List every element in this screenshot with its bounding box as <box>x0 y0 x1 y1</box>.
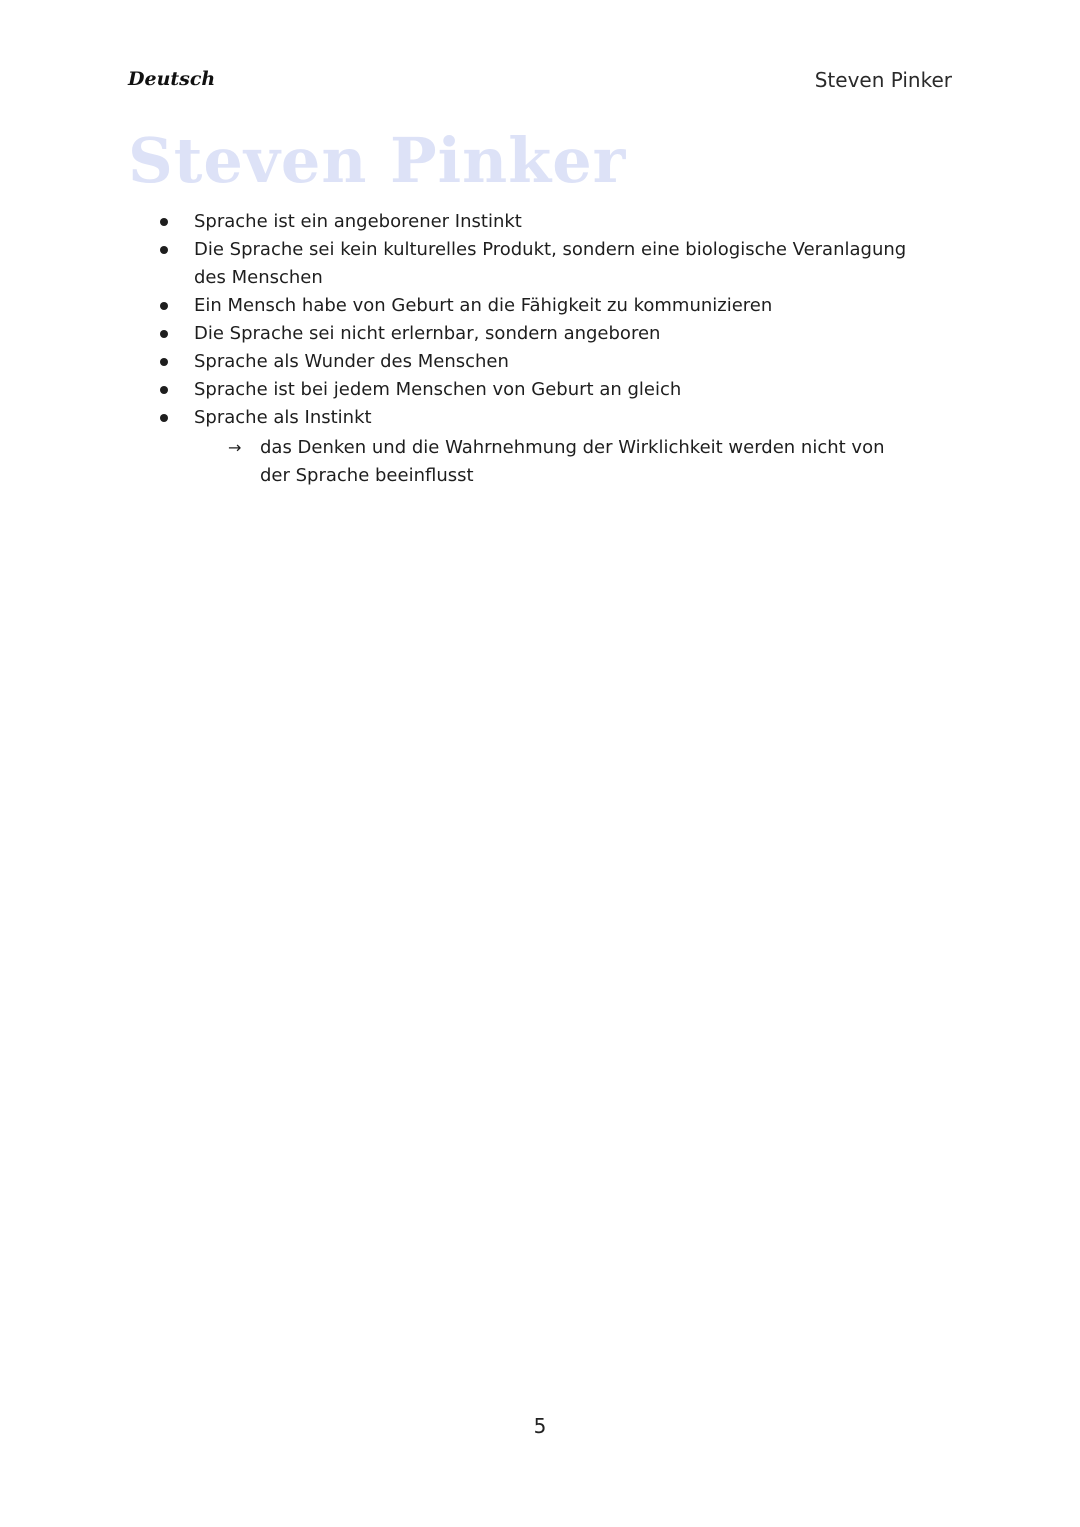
bullet-dot-icon <box>160 330 168 338</box>
topic-label: Steven Pinker <box>814 68 952 92</box>
list-item-text: Sprache als Instinkt <box>194 407 372 428</box>
arrow-right-icon: → <box>228 438 242 457</box>
list-item-text: Sprache ist bei jedem Menschen von Geburt an gleich <box>194 379 682 400</box>
list-item <box>160 236 920 292</box>
page-number: 5 <box>533 1414 547 1438</box>
bullet-dot-icon <box>160 302 168 310</box>
list-item-text: Die Sprache sei nicht erlernbar, sondern angeboren <box>194 323 661 344</box>
list-item <box>160 208 920 236</box>
list-item <box>160 376 920 404</box>
list-item <box>160 348 920 376</box>
bullet-dot-icon <box>160 386 168 394</box>
sub-list-item-text: das Denken und die Wahrnehmung der Wirklichkeit werden nicht von der Sprache beeinflusst <box>260 437 885 486</box>
list-item <box>160 404 920 490</box>
list-item-text: Sprache ist ein angeborener Instinkt <box>194 211 522 232</box>
page-title: Steven Pinker <box>128 124 627 197</box>
bullet-dot-icon <box>160 358 168 366</box>
bullet-list <box>160 208 920 490</box>
list-item <box>160 320 920 348</box>
bullet-dot-icon <box>160 246 168 254</box>
list-item-text: Ein Mensch habe von Geburt an die Fähigkeit zu kommunizieren <box>194 295 773 316</box>
list-item-text: Sprache als Wunder des Menschen <box>194 351 509 372</box>
sub-list-item <box>226 434 920 490</box>
bullet-dot-icon <box>160 414 168 422</box>
list-item <box>160 292 920 320</box>
list-item-text: Die Sprache sei kein kulturelles Produkt, sondern eine biologische Veranlagung des Menschen <box>194 239 907 288</box>
subject-label: Deutsch <box>128 68 216 90</box>
bullet-dot-icon <box>160 218 168 226</box>
